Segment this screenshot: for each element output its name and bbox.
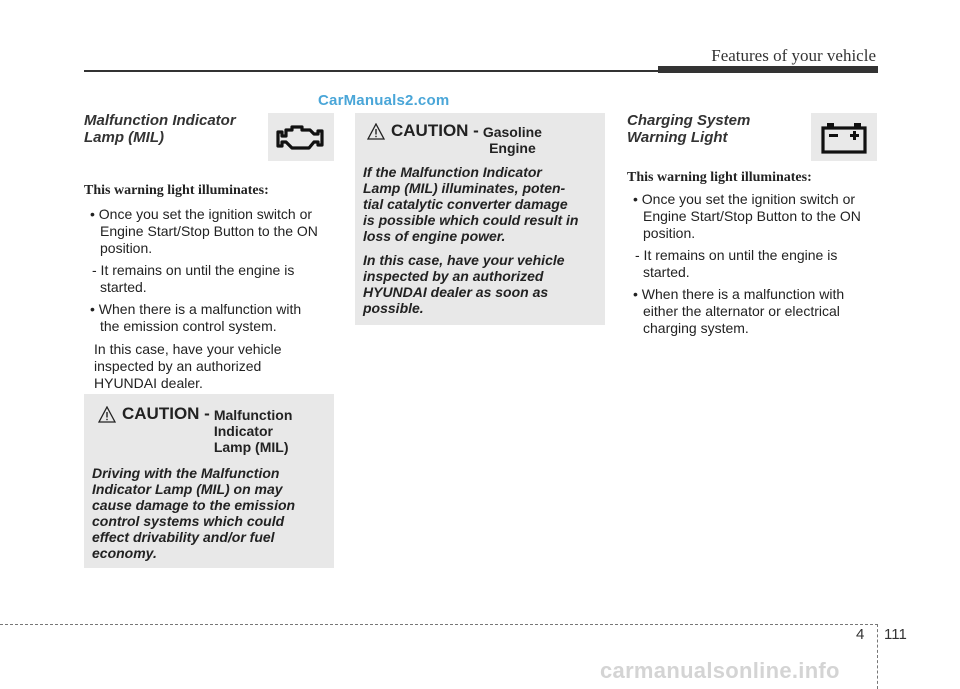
caution-gasoline-text-2: In this case, have your vehicle inspected by an authorized HYUNDAI dealer as soon as possible. bbox=[363, 252, 565, 316]
mil-title: Malfunction Indicator Lamp (MIL) bbox=[84, 112, 236, 146]
list-item: • Once you set the ignition switch or Engine Start/Stop Button to the ON position. bbox=[90, 206, 318, 256]
caution-gasoline-box bbox=[355, 113, 605, 325]
footer-rule bbox=[0, 624, 878, 625]
list-subitem: - It remains on until the engine is started. bbox=[92, 262, 295, 295]
caution-gasoline-head bbox=[367, 121, 605, 156]
caution-mil-subject: Malfunction Indicator Lamp (MIL) bbox=[213, 407, 293, 455]
caution-mil-head bbox=[98, 404, 334, 455]
warning-triangle-icon bbox=[98, 406, 116, 423]
check-engine-icon bbox=[274, 120, 328, 154]
list-item: • When there is a malfunction with the emission control system. bbox=[90, 301, 302, 334]
caution-mil-text: Driving with the Malfunction Indicator Lamp (MIL) on may cause damage to the emission control systems which could effect drivability and/or fuel economy. bbox=[92, 465, 296, 561]
charging-lead: This warning light illuminates: bbox=[627, 170, 812, 185]
header-rule-accent bbox=[658, 66, 878, 73]
footer-divider bbox=[877, 624, 878, 689]
caution-mil-box bbox=[84, 394, 334, 568]
charging-bullets bbox=[627, 191, 877, 337]
list-item: • Once you set the ignition switch or Engine Start/Stop Button to the ON position. bbox=[633, 191, 861, 241]
page-number: 111 bbox=[884, 626, 907, 643]
charging-icon-box bbox=[811, 113, 877, 161]
list-item: • When there is a malfunction with either the alternator or electrical charging system. bbox=[633, 286, 845, 336]
caution-gasoline-subject: Gasoline Engine bbox=[482, 124, 542, 156]
battery-icon bbox=[817, 119, 871, 155]
mil-icon-box bbox=[268, 113, 334, 161]
charging-title: Charging System Warning Light bbox=[627, 112, 751, 146]
mil-bullets bbox=[84, 206, 334, 392]
watermark-top: CarManuals2.com bbox=[318, 92, 450, 109]
warning-triangle-icon bbox=[367, 123, 385, 140]
caution-gasoline-text-1: If the Malfunction Indicator Lamp (MIL) illuminates, poten- tial catalytic converter damage is possible which could result in loss of engine power. bbox=[363, 164, 579, 244]
watermark-bottom: carmanualsonline.info bbox=[600, 658, 840, 683]
caution-label: CAUTION - bbox=[122, 404, 210, 423]
mil-note: In this case, have your vehicle inspected by an authorized HYUNDAI dealer. bbox=[94, 341, 282, 391]
section-number: 4 bbox=[856, 626, 865, 643]
running-header: Features of your vehicle bbox=[711, 46, 876, 65]
list-subitem: - It remains on until the engine is started. bbox=[635, 247, 838, 280]
mil-lead: This warning light illuminates: bbox=[84, 183, 269, 198]
header-rule bbox=[84, 70, 658, 72]
caution-label: CAUTION - bbox=[391, 121, 479, 140]
